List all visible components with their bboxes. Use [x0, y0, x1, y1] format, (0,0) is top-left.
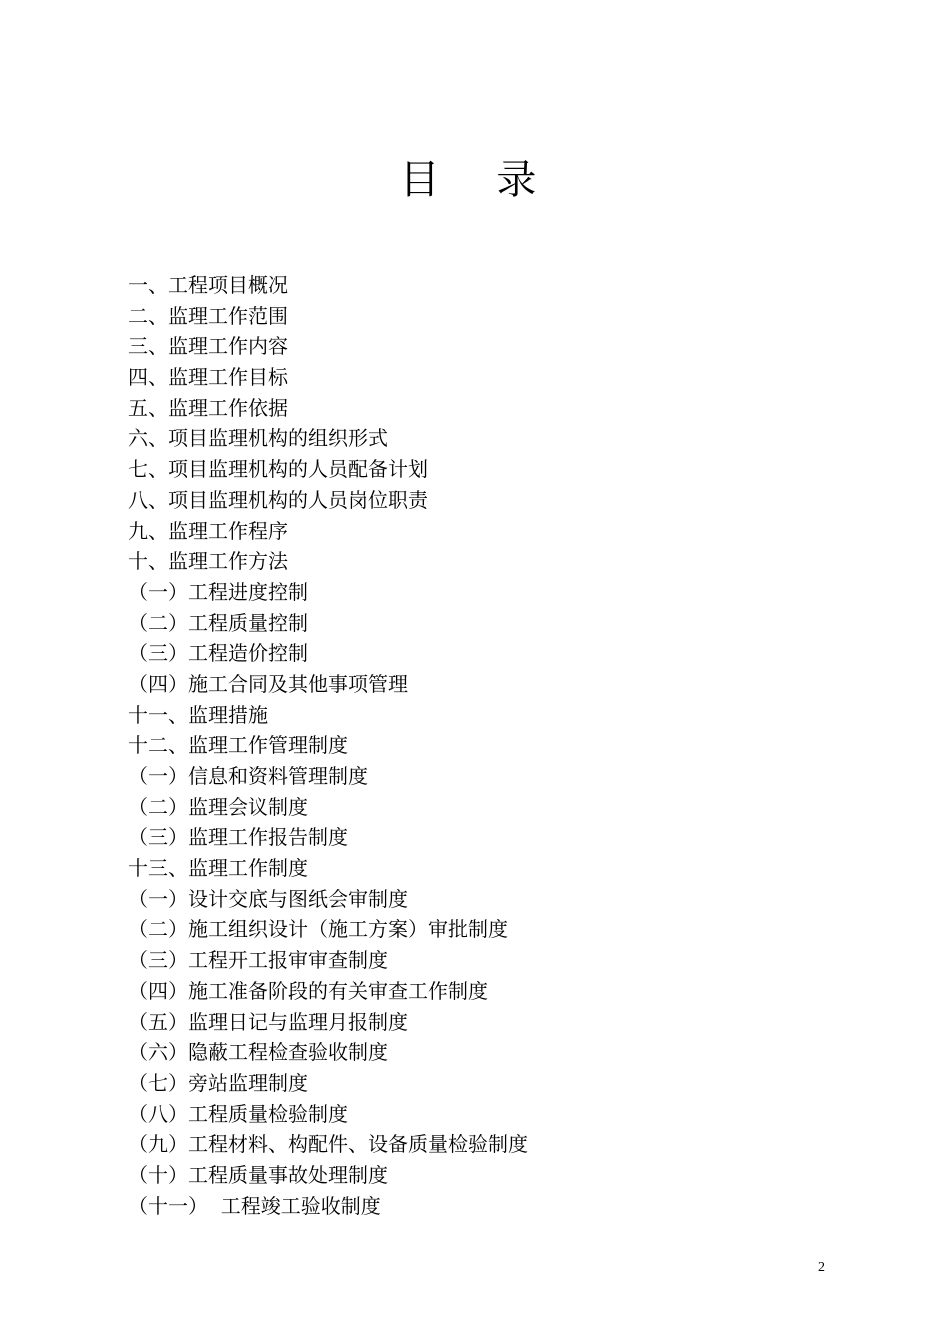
toc-entry: （二）监理会议制度 [128, 794, 308, 819]
toc-entry: （四）施工合同及其他事项管理 [128, 671, 408, 696]
toc-entry: （三）工程开工报审审查制度 [128, 948, 388, 973]
toc-entry: （七）旁站监理制度 [128, 1070, 308, 1095]
toc-entry: （十一） 工程竣工验收制度 [128, 1193, 381, 1218]
toc-entry: （五）监理日记与监理月报制度 [128, 1009, 408, 1034]
toc-entry: （四）施工准备阶段的有关审查工作制度 [128, 978, 488, 1003]
toc-entry: 九、监理工作程序 [128, 518, 288, 543]
toc-entry: （三）监理工作报告制度 [128, 825, 348, 850]
toc-entry: 一、工程项目概况 [128, 273, 288, 297]
toc-entry: 八、项目监理机构的人员岗位职责 [128, 487, 428, 512]
toc-entry: 五、监理工作依据 [128, 395, 288, 420]
toc-entry: （三）工程造价控制 [128, 641, 308, 666]
toc-entry: 十一、监理措施 [128, 702, 268, 727]
toc-entry: 十、监理工作方法 [128, 549, 288, 574]
toc-entry: （二）施工组织设计（施工方案）审批制度 [128, 917, 508, 942]
toc-entry: 十三、监理工作制度 [128, 856, 308, 881]
toc-entry: （一）信息和资料管理制度 [128, 764, 368, 788]
page-number: 2 [818, 1260, 825, 1275]
toc-entry: （一）工程进度控制 [128, 579, 308, 604]
toc-entry: （十）工程质量事故处理制度 [128, 1162, 388, 1187]
toc-entry: （六）隐蔽工程检查验收制度 [128, 1040, 388, 1065]
toc-entry: （一）设计交底与图纸会审制度 [128, 886, 408, 911]
toc-entry: 六、项目监理机构的组织形式 [128, 426, 388, 451]
table-of-contents [128, 270, 528, 1221]
toc-entry: （二）工程质量控制 [128, 610, 308, 635]
toc-entry: 三、监理工作内容 [128, 334, 288, 359]
toc-entry: 四、监理工作目标 [128, 365, 288, 390]
toc-entry: 十二、监理工作管理制度 [128, 733, 348, 758]
page-title: 目 录 [399, 157, 559, 203]
toc-entry: （九）工程材料、构配件、设备质量检验制度 [128, 1132, 528, 1157]
toc-entry: （八）工程质量检验制度 [128, 1101, 348, 1126]
toc-entry: 七、项目监理机构的人员配备计划 [128, 457, 428, 482]
toc-entry: 二、监理工作范围 [128, 303, 288, 328]
